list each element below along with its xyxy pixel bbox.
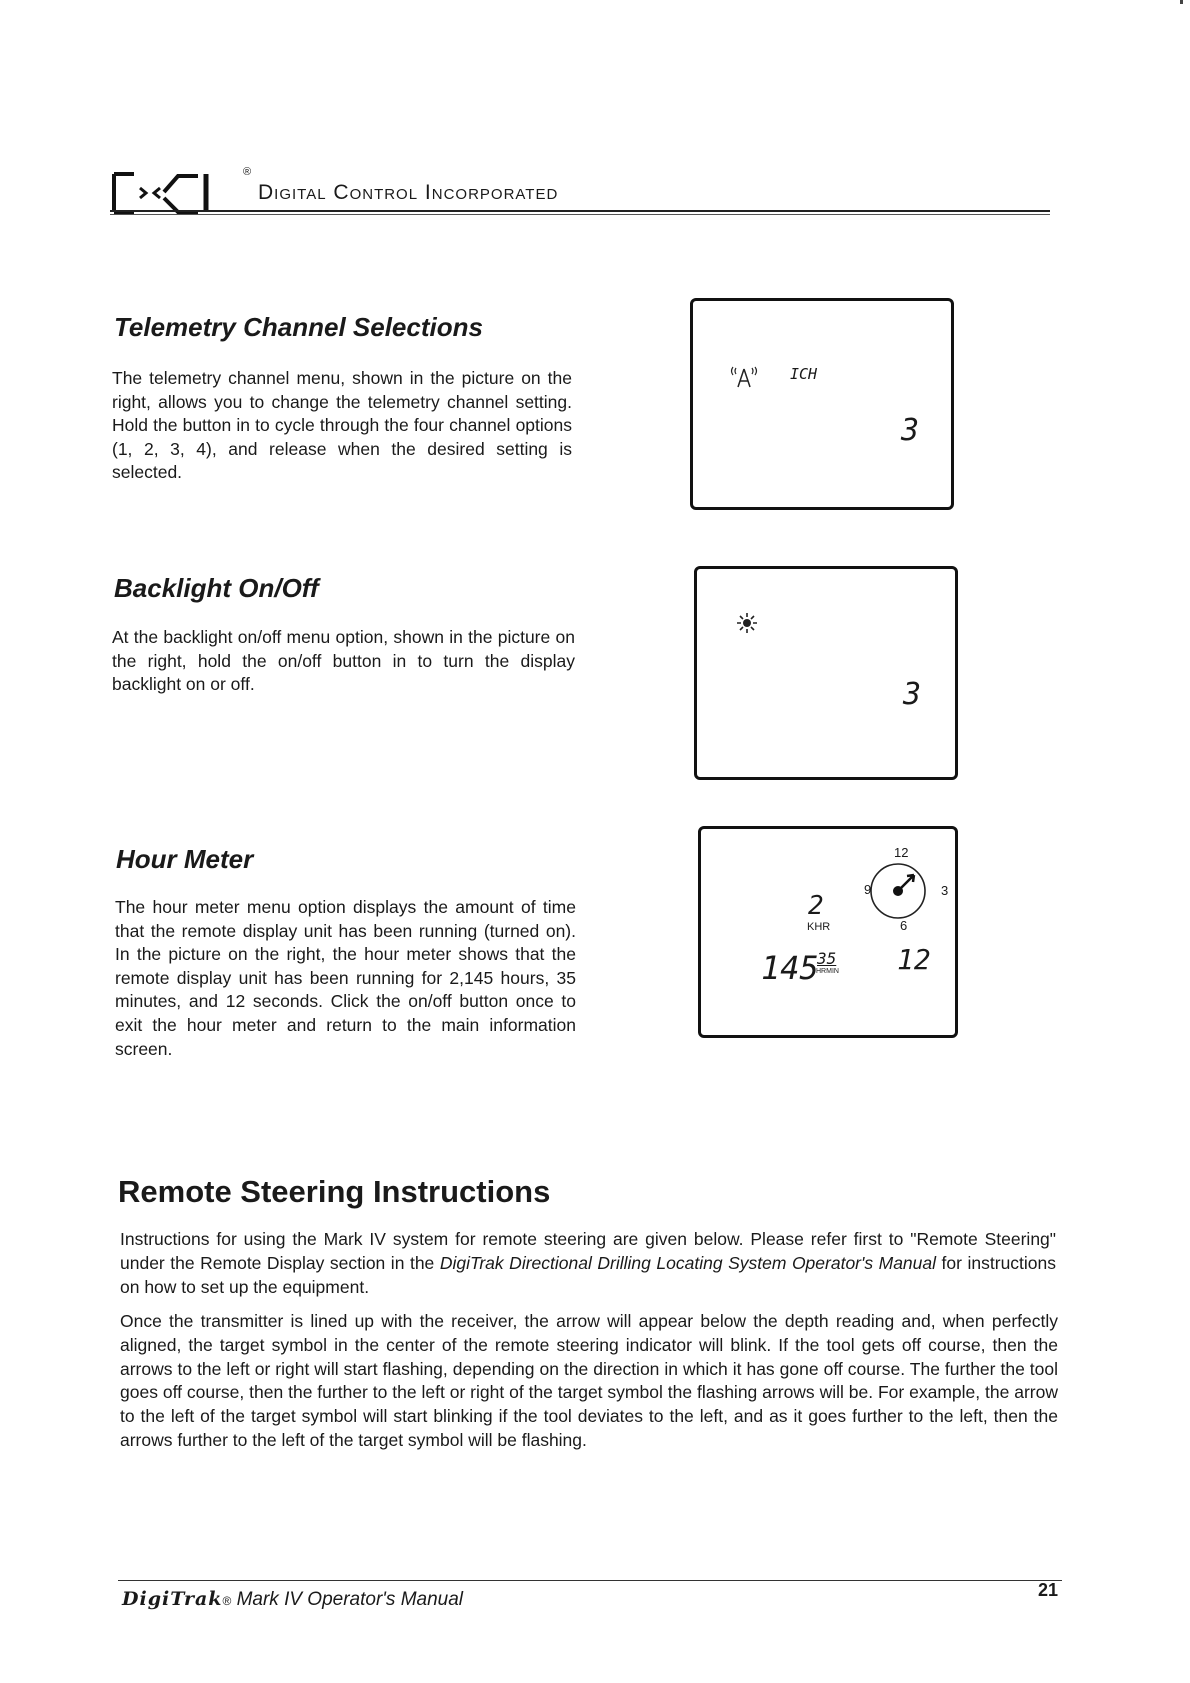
- hour-meter-lcd-display: [698, 826, 958, 1038]
- khr-value: 2: [808, 891, 824, 921]
- footer-manual-title: Mark IV Operator's Manual: [236, 1589, 464, 1610]
- para1-text-b: for instructions on how to set up the equipment.: [120, 1252, 1057, 1297]
- footer-brand: [122, 1588, 463, 1611]
- section-body-hour-meter: The hour meter menu option displays the amount of time that the remote display unit has been running (turned on). In the picture on the right, the hour meter shows that the remote display unit has been running for 2,145 hours, 35 minutes, and 12 seconds. Click the on/off button once to exit the hour meter and return to the main information screen.: [115, 897, 576, 1059]
- registered-mark: ®: [243, 166, 252, 178]
- footer-rule: [118, 1580, 1062, 1581]
- seconds-value: 12: [897, 943, 931, 976]
- section-heading-hour-meter: Hour Meter: [116, 844, 254, 874]
- section-heading-backlight: Backlight On/Off: [114, 573, 319, 603]
- clock-12-label: 12: [894, 845, 909, 860]
- remote-steering-paragraph-2: Once the transmitter is lined up with the receiver, the arrow will appear below the depth reading and, when perfectly aligned, the target symbol in the center of the remote steering indicator will blink. If the tool gets off course, then the arrows to the left or right will start flashing, depending on the direction in which it has gone off course. The further the tool goes off course, then the further to the left or right of the target symbol the flashing arrows will be. For example, the arrow to the left of the target symbol will start blinking if the tool deviates to the left, and as it goes further to the left, then the arrows further to the left of the target symbol will be flashing.: [120, 1311, 1058, 1450]
- para1-manual-title: DigiTrak Directional Drilling Locating System Operator's Manual: [439, 1252, 937, 1273]
- digitrak-logo: DigiTrak: [122, 1588, 223, 1610]
- section-body-telemetry: The telemetry channel menu, shown in the picture on the right, allows you to change the telemetry channel setting. Hold the button in to cycle through the four channel options (1, 2, 3, 4), and release when the desired setting is selected.: [112, 368, 572, 483]
- page-number: 21: [1038, 1580, 1059, 1600]
- channel-label: ICH: [790, 365, 818, 383]
- antenna-icon: [727, 361, 761, 395]
- channel-value: 3: [901, 413, 920, 448]
- hr-min-label: HRMIN: [816, 968, 839, 975]
- remote-steering-heading: Remote Steering Instructions: [118, 1174, 551, 1209]
- telemetry-lcd-display: [690, 298, 954, 510]
- clock-9-label: 9: [864, 882, 872, 897]
- hours-value: 145: [761, 949, 819, 987]
- section-heading-telemetry: Telemetry Channel Selections: [114, 312, 483, 342]
- para1-text-a: Instructions for using the Mark IV system for remote steering are given below. Please refer first to "Remote Steering" under the Remote Display section in the: [120, 1229, 1056, 1273]
- backlight-lcd-display: [694, 566, 958, 780]
- backlight-value: 3: [903, 677, 922, 712]
- header-rule-thin: [110, 214, 1050, 215]
- remote-steering-paragraph-1: [120, 1228, 1056, 1299]
- scan-edge-mark: [1180, 0, 1183, 4]
- clock-3-label: 3: [941, 883, 949, 898]
- company-name: Digital Control Incorporated: [258, 181, 559, 204]
- backlight-sun-icon: [735, 611, 759, 635]
- header-rule: [110, 210, 1050, 212]
- section-body-backlight: At the backlight on/off menu option, shown in the picture on the right, hold the on/off button in to turn the display backlight on or off.: [112, 627, 575, 695]
- minutes-value: 35: [817, 949, 837, 968]
- footer-registered-mark: ®: [222, 1594, 232, 1608]
- khr-label: KHR: [807, 921, 831, 933]
- clock-6-label: 6: [900, 918, 908, 933]
